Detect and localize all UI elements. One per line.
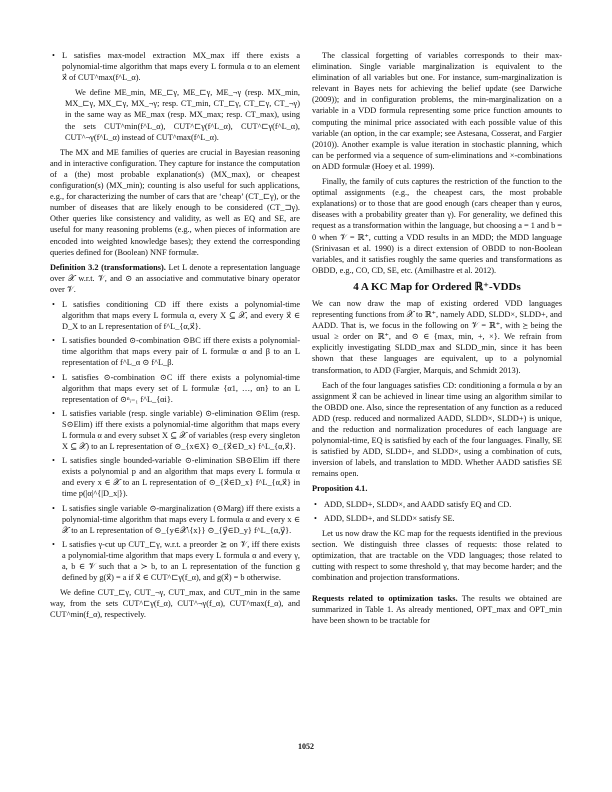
list-item: • L satisfies single bounded-variable ⊙-elimination SB⊙Elim iff there exists a polynomial p and an algorithm that maps every L formula α and every x ∈ 𝒳 to an L representation of ⊙_{x⃗∈D_x} f^L_{α,x⃗} in time p(|α|^{|D_x|}). <box>52 456 300 499</box>
list-item: • ADD, SLDD+, SLDD×, and AADD satisfy EQ and CD. <box>314 499 512 509</box>
bullet-icon: • <box>52 408 55 418</box>
list-item: • L satisfies conditioning CD iff there exists a polynomial-time algorithm that maps every L formula α, every X ⊆ 𝒳, and every x⃗ ∈ D_X to an L representation of f^L_{α,x⃗}. <box>52 299 300 332</box>
bullet-icon: • <box>52 539 55 549</box>
bullet-icon: • <box>52 299 55 309</box>
list-item: • L satisfies ⊙-combination ⊙C iff there exists a polynomial-time algorithm that maps every set of L formulæ {α1, …, αn} to an L representation of ⊙ⁿᵢ₌₁ f^L_{αi}. <box>52 372 300 404</box>
bullet-icon: • <box>52 51 55 60</box>
bullet-icon: • <box>52 336 55 346</box>
right-column <box>312 50 562 631</box>
bullet-icon: • <box>314 499 317 509</box>
list-item: • L satisfies bounded ⊙-combination ⊙BC iff there exists a polynomial-time algorithm that maps every pair of L formulæ α and β to an L representation of f^L_α ⊙ f^L_β. <box>52 336 300 368</box>
page-number: 1052 <box>298 742 314 751</box>
paragraph-heading: Requests related to optimization tasks. <box>312 594 458 604</box>
paragraph: We define CUT_⊏γ, CUT_¬γ, CUT_max, and CUT_min in the same way, from the sets CUT^⊏γ(f_α), CUT^¬γ(f_α), CUT^max(f_α), and CUT^min(f_α), respectively. <box>50 588 300 620</box>
paragraph: We define ME_min, ME_⊏γ, ME_⊏γ, ME_¬γ (resp. MX_min, MX_⊏γ, MX_⊏γ, MX_¬γ; resp. CT_min, CT_⊏γ, CT_⊏γ, CT_¬γ) in the same way as ME_max (resp. MX_max; resp. CT_max), using the sets CUT^min(f^L_α), CUT^⊏γ(f^L_α), CUT^⊏γ(f^L_α), CUT^¬γ(f^L_α) instead of CUT^max(f^L_α). <box>65 88 300 142</box>
paragraph: The MX and ME families of queries are crucial in Bayesian reasoning and in interactive configuration. They capture for instance the computation of a (the) most probable explanation(s) (MX_max), or cheapest configuration(s) (MX_min); counting is also useful for such applications, e.g., for characterizing the number of cars that are ‘cheap’ (CT_⊏γ), or the number of diseases that are likely enough to be considered (CT_⊐γ). Other queries like consistency and validity, as well as EQ and SE, are useful for many reasoning problems (e.g., when pieces of information are encoded into weighted knowledge bases); they extend the corresponding queries defined for (Boolean) NNF formulæ. <box>50 147 300 257</box>
bullet-icon: • <box>52 503 55 513</box>
definition-title: Definition 3.2 (transformations). <box>50 262 166 272</box>
list-item: • L satisfies single variable ⊙-marginalization (⊙Marg) iff there exists a polynomial-time algorithm that maps every L formula α and every x ∈ 𝒳 to an L representation of ⊙_{y∈𝒳\{x}} ⊙_{y⃗∈D_y} f^L_{α,y⃗}. <box>52 503 300 535</box>
bullet-icon: • <box>52 372 55 382</box>
list-item: • ADD, SLDD+, and SLDD× satisfy SE. <box>314 513 455 523</box>
definition: Definition 3.2 (transformations). Let L denote a representation language over 𝒳 w.r.t. 𝒱, and ⊙ an associative and commutative binary operator over 𝒱. <box>50 262 300 294</box>
transformation-list <box>50 299 300 583</box>
list-item: • L satisfies max-model extraction MX_max iff there exists a polynomial-time algorithm that maps every L formula α to an element x⃗ of CUT^max(f^L_α). <box>52 51 300 83</box>
proposition-title: Proposition 4.1. <box>312 484 368 494</box>
paragraph: We can now draw the map of existing ordered VDD languages representing functions from 𝒳 to ℝ⁺, namely ADD, SLDD×, SLDD+, and AADD. That is, we focus in the following on 𝒱 = ℝ⁺, with ⪰ being the usual ≥ order on ℝ⁺, and ⊙ ∈ {max, min, +, ×}. We refrain from explicitly investigating SLDD_max and SLDD_min, since it has been shown that these languages are equivalent, up to a polynomial transformation, to ADD (Fargier, Marquis, and Schmidt 2013). <box>312 298 562 375</box>
paragraph: Each of the four languages satisfies CD: conditioning a formula α by an assignment x⃗ can be achieved in linear time using an algorithm similar to the OBDD one. Also, since the representation of any function as a reduced ADD (resp. reduced and normalized AADD, SLDD×, SLDD+) is unique, and the reduction and normalization procedures of each language are polynomial-time, EQ is satisfied by each of the four languages. Finally, SE is satisfied by ADD, SLDD+, and SLDD×, using a combination of cuts, inversion of labels, and translation to MDD. Whether AADD satisfies SE remains open. <box>312 380 562 479</box>
paragraph: Finally, the family of cuts captures the restriction of the function to the optimal assignments (e.g., the cheapest cars, the most probable explanations) or to those that are good enough (cars cheaper than γ euros, diseases with a probability greater than γ). For generality, we defined this request as a transformation within the language, but choosing a = 1 and b = 0 when 𝒱 = ℝ⁺, cutting a VDD results in an MDD; the MDD language (Srinivasan et al. 1990) is a direct extension of OBDD to non-Boolean variables, and it satisfies roughly the same queries and transformations as OBDD, e.g., CO, CD, SE, etc. (Amilhastre et al. 2012). <box>312 177 562 275</box>
query-list-tail <box>50 50 300 83</box>
paragraph: Let us now draw the KC map for the requests identified in the previous section. We distinguish three classes of requests: those related to optimization, that are tractable on the VDD languages; those related to cutting with respect to some threshold γ, that may become harder; and the combination and projection transformations. <box>312 528 562 583</box>
bullet-icon: • <box>314 513 317 523</box>
list-item: • L satisfies variable (resp. single variable) ⊙-elimination ⊙Elim (resp. S⊙Elim) iff there exists a polynomial-time algorithm that maps every L formula α and every subset X ⊆ 𝒳 of variables (resp every singleton X ⊆ 𝒳) to an L representation of ⊙_{x∈X} ⊙_{x⃗∈D_x} f^L_{α,x⃗}. <box>52 408 300 452</box>
proposition-list <box>312 499 562 524</box>
bullet-icon: • <box>52 456 55 466</box>
section-heading: 4 A KC Map for Ordered ℝ⁺-VDDs <box>353 280 521 293</box>
paragraph: The classical forgetting of variables corresponds to their max-elimination. Single variable marginalization is equivalent to the elimination of all variables but one. For instance, sum-marginalization is relevant in Bayes nets for achieving the belief update (see Darwiche (2009)); and in configuration problems, the min-marginalization on a variable in a VDD formula representing some price function amounts to computing the minimal price associated with each possible value of this variable (an option, in the car example; see Astesana, Cosserat, and Fargier (2010)). Another example is value iteration in stochastic planning, which can be performed via a sequence of sum-eliminations and ×-combinations on ADD formulæ (Hoey et al. 1999). <box>312 51 562 171</box>
list-item: • L satisfies γ-cut up CUT_⊏γ, w.r.t. a preorder ⪰ on 𝒱, iff there exists a polynomial-time algorithm that maps every L formula α and every γ, a, b ∈ 𝒱 such that a ≻ b, to an L representation of the function g defined by g(x⃗) = a if x⃗ ∈ CUT^⊏γ(f_α), and g(x⃗) = b otherwise. <box>52 539 300 583</box>
paragraph: Requests related to optimization tasks. The results we obtained are summarized in Table 1. As already mentioned, OPT_max and OPT_min have been shown to be tractable for <box>312 594 562 626</box>
left-column <box>50 50 300 625</box>
